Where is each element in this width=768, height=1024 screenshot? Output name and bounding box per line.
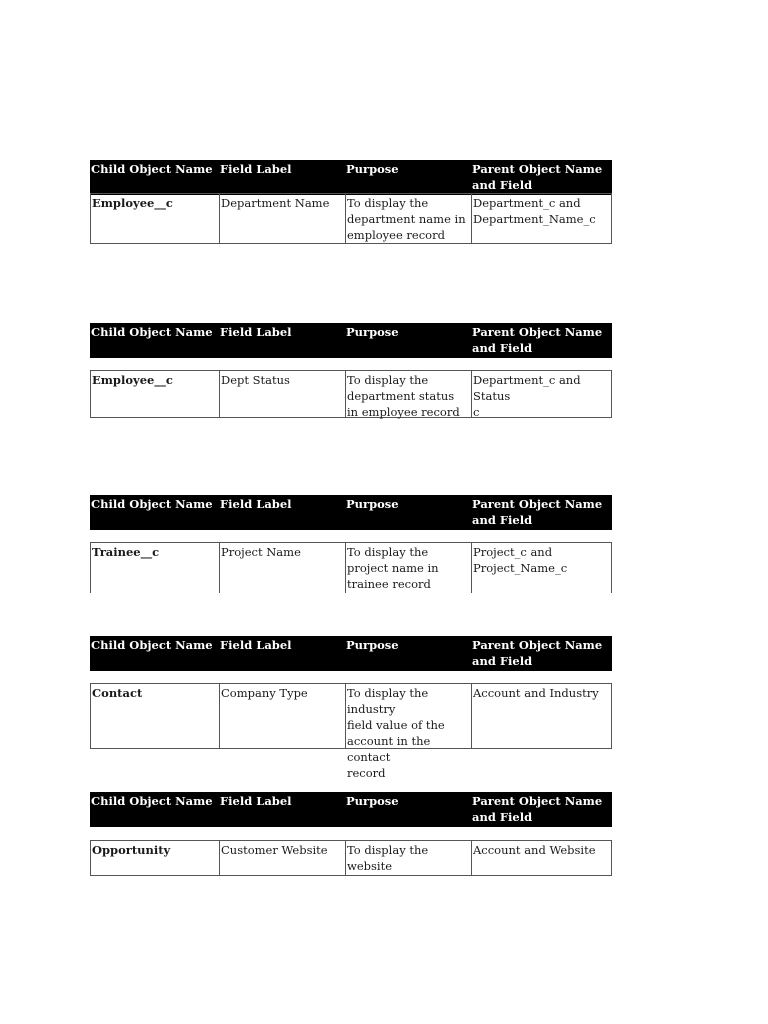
cell-field-label: Company Type bbox=[221, 686, 308, 700]
table-header bbox=[90, 160, 612, 195]
header-purpose: Purpose bbox=[346, 638, 399, 652]
cell-parent-object: Department_c and Department_Name_c bbox=[473, 196, 596, 226]
header-parent-object: Parent Object Name and Field bbox=[472, 638, 603, 668]
header-field-label: Field Label bbox=[220, 497, 292, 511]
header-parent-object: Parent Object Name and Field bbox=[472, 162, 603, 192]
cell-purpose: To display the website bbox=[347, 843, 429, 873]
cell-parent-object: Project_c and Project_Name_c bbox=[473, 545, 568, 575]
header-child-object-name: Child Object Name bbox=[91, 325, 213, 339]
lookup-table-3 bbox=[90, 495, 612, 591]
cell-field-label: Project Name bbox=[221, 545, 301, 559]
table-row bbox=[90, 683, 612, 780]
header-child-object-name: Child Object Name bbox=[91, 794, 213, 808]
header-child-object-name: Child Object Name bbox=[91, 638, 213, 652]
table-row bbox=[90, 193, 612, 244]
header-purpose: Purpose bbox=[346, 325, 399, 339]
cell-parent-object: Account and Industry bbox=[473, 686, 599, 700]
cell-purpose: To display the industry field value of the account in the contact record bbox=[347, 686, 445, 780]
cell-parent-object: Account and Website bbox=[473, 843, 596, 857]
cell-field-label: Customer Website bbox=[221, 843, 328, 857]
table-row bbox=[90, 370, 612, 418]
cell-purpose: To display the department status in employee record bbox=[347, 373, 460, 419]
header-child-object-name: Child Object Name bbox=[91, 162, 213, 176]
table-header bbox=[90, 495, 612, 530]
table-header bbox=[90, 636, 612, 671]
header-purpose: Purpose bbox=[346, 497, 399, 511]
lookup-table-1 bbox=[90, 160, 612, 242]
header-purpose: Purpose bbox=[346, 794, 399, 808]
cell-child-object: Trainee__c bbox=[92, 545, 160, 559]
lookup-table-4 bbox=[90, 636, 612, 780]
header-child-object-name: Child Object Name bbox=[91, 497, 213, 511]
table-header bbox=[90, 323, 612, 358]
header-purpose: Purpose bbox=[346, 162, 399, 176]
header-parent-object: Parent Object Name and Field bbox=[472, 794, 603, 824]
header-parent-object: Parent Object Name and Field bbox=[472, 325, 603, 355]
header-field-label: Field Label bbox=[220, 162, 292, 176]
lookup-table-5 bbox=[90, 792, 612, 873]
lookup-table-2 bbox=[90, 323, 612, 419]
cell-child-object: Opportunity bbox=[92, 843, 171, 857]
cell-purpose: To display the department name in employee record bbox=[347, 196, 466, 242]
cell-field-label: Department Name bbox=[221, 196, 330, 210]
cell-field-label: Dept Status bbox=[221, 373, 290, 387]
cell-purpose: To display the project name in trainee record bbox=[347, 545, 439, 591]
table-row bbox=[90, 542, 612, 593]
table-header bbox=[90, 792, 612, 827]
cell-child-object: Employee__c bbox=[92, 373, 173, 387]
header-field-label: Field Label bbox=[220, 638, 292, 652]
header-parent-object: Parent Object Name and Field bbox=[472, 497, 603, 527]
cell-child-object: Contact bbox=[92, 686, 143, 700]
header-field-label: Field Label bbox=[220, 794, 292, 808]
cell-child-object: Employee__c bbox=[92, 196, 173, 210]
cell-parent-object: Department_c and Status c bbox=[473, 373, 581, 419]
table-row bbox=[90, 840, 612, 876]
header-field-label: Field Label bbox=[220, 325, 292, 339]
